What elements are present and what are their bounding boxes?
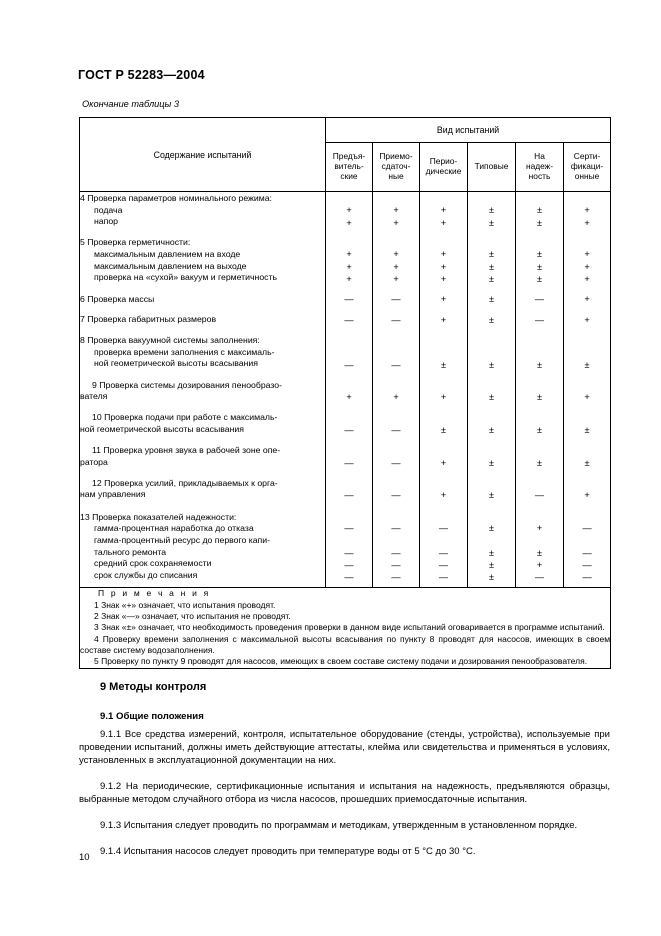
- row-4-description: 4 Проверка параметров номинального режима: подача напор: [80, 192, 326, 229]
- page-number: 10: [79, 852, 90, 863]
- table-row: [80, 326, 611, 371]
- row-5-mark-acceptance: + + +: [373, 229, 420, 285]
- row-7-mark-preliminary: —: [326, 306, 373, 326]
- table-notes: [80, 587, 611, 668]
- row-12-mark-periodic: +: [420, 469, 468, 502]
- table-row: [80, 469, 611, 502]
- row-4-mark-certification: + +: [564, 192, 611, 229]
- note-item-3: 3 Знак «±» означает, что необходимость проведения проверки в данном виде испытаний оговаривается в программе испытаний.: [94, 622, 605, 633]
- table-head: [80, 118, 611, 192]
- row-12-mark-preliminary: —: [326, 469, 373, 502]
- header-col-periodic: Перио- дические: [420, 143, 468, 192]
- row-8-mark-periodic: ±: [420, 326, 468, 371]
- notes-title: П р и м е ч а н и я: [98, 587, 211, 598]
- row-7-description: 7 Проверка габаритных размеров: [80, 306, 326, 326]
- row-13-mark-reliability: + ± + —: [516, 502, 564, 587]
- table-row: [80, 502, 611, 587]
- row-8-mark-reliability: ±: [516, 326, 564, 371]
- row-9-mark-certification: +: [564, 371, 611, 404]
- table-row: [80, 192, 611, 229]
- row-10-mark-acceptance: —: [373, 404, 420, 437]
- header-col-reliability: На надеж- ность: [516, 143, 564, 192]
- table-row: [80, 229, 611, 285]
- row-12-mark-type: ±: [468, 469, 516, 502]
- row-5-description: 5 Проверка герметичности: максимальным давлением на входе максимальным давлением на выходе проверка на «сухой» вакуум и герметичность: [80, 229, 326, 285]
- row-10-mark-type: ±: [468, 404, 516, 437]
- row-11-mark-certification: ±: [564, 436, 611, 469]
- row-13-description: 13 Проверка показателей надежности: гамма-процентная наработка до отказа гамма-процентный ресурс до первого капи- тального ремонта средний срок сохраняемости срок службы до списания: [80, 502, 326, 587]
- row-4-mark-type: ± ±: [468, 192, 516, 229]
- row-13-mark-periodic: — — — —: [420, 502, 468, 587]
- row-9-mark-type: ±: [468, 371, 516, 404]
- table-row: [80, 306, 611, 326]
- row-6-mark-type: ±: [468, 285, 516, 305]
- row-6-mark-reliability: —: [516, 285, 564, 305]
- table-body: [80, 192, 611, 669]
- row-8-description: 8 Проверка вакуумной системы заполнения: проверка времени заполнения с максималь- ной геометрической высоты всасывания: [80, 326, 326, 371]
- header-col-type: Типовые: [468, 143, 516, 192]
- paragraph-9-1-4: 9.1.4 Испытания насосов следует проводить при температуре воды от 5 °С до 30 °С.: [100, 846, 476, 857]
- row-4-mark-preliminary: + +: [326, 192, 373, 229]
- row-8-mark-type: ±: [468, 326, 516, 371]
- row-11-description: 11 Проверка уровня звука в рабочей зоне опе- ратора: [80, 436, 326, 469]
- row-12-mark-acceptance: —: [373, 469, 420, 502]
- note-item-1: 1 Знак «+» означает, что испытания проводят.: [94, 599, 276, 610]
- row-10-mark-reliability: ±: [516, 404, 564, 437]
- row-7-mark-type: ±: [468, 306, 516, 326]
- note-item-5: 5 Проверку по пункту 9 проводят для насосов, имеющих в своем составе систему подачи и дозирования пенообразователя.: [94, 656, 588, 667]
- row-5-mark-reliability: ± ± ±: [516, 229, 564, 285]
- header-col-acceptance: Приемо- сдаточ- ные: [373, 143, 420, 192]
- row-6-mark-periodic: +: [420, 285, 468, 305]
- table-row: [80, 404, 611, 437]
- header-col-certification: Серти- фикаци- онные: [564, 143, 611, 192]
- table-notes-row: [80, 587, 611, 668]
- row-13-mark-preliminary: — — — —: [326, 502, 373, 587]
- row-5-mark-preliminary: + + +: [326, 229, 373, 285]
- row-10-description: 10 Проверка подачи при работе с максималь- ной геометрической высоты всасывания: [80, 404, 326, 437]
- row-11-mark-type: ±: [468, 436, 516, 469]
- row-6-mark-preliminary: —: [326, 285, 373, 305]
- row-9-mark-periodic: +: [420, 371, 468, 404]
- row-4-mark-reliability: ± ±: [516, 192, 564, 229]
- row-9-mark-acceptance: +: [373, 371, 420, 404]
- row-8-mark-acceptance: —: [373, 326, 420, 371]
- row-9-mark-reliability: ±: [516, 371, 564, 404]
- row-7-mark-reliability: —: [516, 306, 564, 326]
- row-6-mark-certification: +: [564, 285, 611, 305]
- note-item-2: 2 Знак «—» означает, что испытания не проводят.: [94, 611, 291, 622]
- row-11-mark-periodic: +: [420, 436, 468, 469]
- row-9-description: 9 Проверка системы дозирования пенообразо- вателя: [80, 371, 326, 404]
- row-13-mark-certification: — — — —: [564, 502, 611, 587]
- row-11-mark-reliability: ±: [516, 436, 564, 469]
- header-col-preliminary: Предъя- витель- ские: [326, 143, 373, 192]
- row-7-mark-periodic: +: [420, 306, 468, 326]
- row-5-mark-certification: + + +: [564, 229, 611, 285]
- test-types-table-wrapper: [79, 117, 610, 669]
- table-caption: Окончание таблицы 3: [82, 99, 179, 109]
- table-row: [80, 436, 611, 469]
- row-5-mark-periodic: + + +: [420, 229, 468, 285]
- header-test-types: Вид испытаний: [326, 118, 611, 143]
- note-item-4: 4 Проверку времени заполнения с максимальной высоты всасывания по пункту 8 проводят для насосов, имеющих в своем составе систему водозаполнения.: [80, 633, 611, 656]
- row-5-mark-type: ± ± ±: [468, 229, 516, 285]
- row-13-mark-type: ± ± ± ±: [468, 502, 516, 587]
- row-12-description: 12 Проверка усилий, прикладываемых к орга- нам управления: [80, 469, 326, 502]
- paragraph-9-1-3: 9.1.3 Испытания следует проводить по программам и методикам, утвержденным в установленном порядке.: [100, 820, 578, 831]
- row-7-mark-acceptance: —: [373, 306, 420, 326]
- row-11-mark-acceptance: —: [373, 436, 420, 469]
- row-6-description: 6 Проверка массы: [80, 285, 326, 305]
- row-6-mark-acceptance: —: [373, 285, 420, 305]
- section-heading-9: 9 Методы контроля: [100, 681, 207, 693]
- row-12-mark-reliability: —: [516, 469, 564, 502]
- table-row: [80, 371, 611, 404]
- row-8-mark-certification: ±: [564, 326, 611, 371]
- row-10-mark-preliminary: —: [326, 404, 373, 437]
- header-content-of-tests: Содержание испытаний: [80, 118, 326, 192]
- row-4-mark-acceptance: + +: [373, 192, 420, 229]
- row-4-mark-periodic: + +: [420, 192, 468, 229]
- row-12-mark-certification: +: [564, 469, 611, 502]
- row-11-mark-preliminary: —: [326, 436, 373, 469]
- subsection-heading-9-1: 9.1 Общие положения: [100, 711, 204, 722]
- row-7-mark-certification: +: [564, 306, 611, 326]
- paragraph-9-1-1: 9.1.1 Все средства измерений, контроля, испытательное оборудование (стенды, устройства), используемые при проведении испытаний, должны иметь действующие аттестаты, клейма или свидетельства и применяться в условиях, установленных в эксплуатационной документации на них.: [79, 729, 610, 766]
- row-13-mark-acceptance: — — — —: [373, 502, 420, 587]
- paragraph-9-1-2: 9.1.2 На периодические, сертификационные испытания и испытания на надежность, предъявляются образцы, выбранные методом случайного отбора из числа насосов, прошедших приемосдаточные испытания.: [79, 781, 610, 805]
- row-8-mark-preliminary: —: [326, 326, 373, 371]
- row-10-mark-certification: ±: [564, 404, 611, 437]
- standard-number: ГОСТ Р 52283—2004: [78, 68, 205, 82]
- row-9-mark-preliminary: +: [326, 371, 373, 404]
- test-types-table: [79, 117, 611, 669]
- table-row: [80, 285, 611, 305]
- row-10-mark-periodic: ±: [420, 404, 468, 437]
